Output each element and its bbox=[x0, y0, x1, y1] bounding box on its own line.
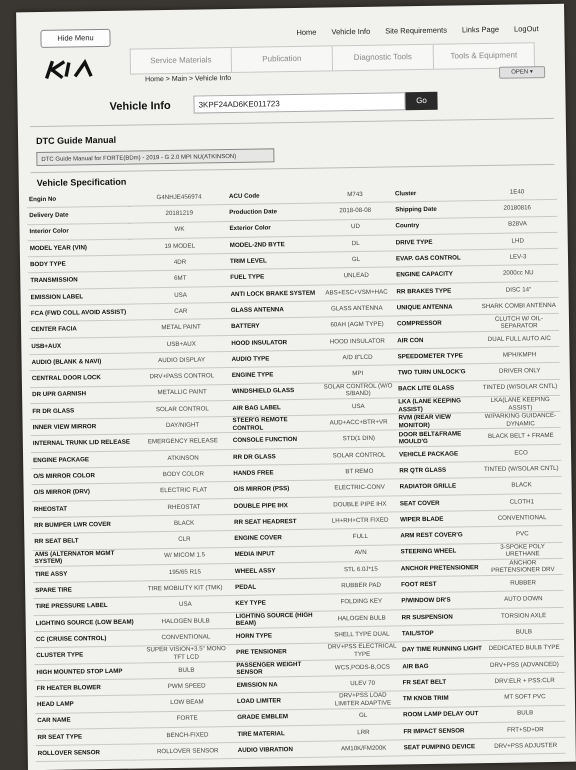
spec-value: 3-SPOKE POLY URETHANE bbox=[482, 542, 562, 560]
spec-value: TINTED (W/SOLAR CNTL) bbox=[480, 379, 560, 397]
spec-value: SUPER VISION+3.5" MONO TFT LCD bbox=[138, 645, 234, 663]
spec-value: BODY COLOR bbox=[135, 466, 231, 484]
spec-label: WINDSHIELD GLASS bbox=[230, 383, 320, 401]
spec-value: AM10K/FM200K bbox=[326, 740, 402, 757]
spec-label: TIRE MATERIAL bbox=[235, 725, 325, 743]
spec-label: O/S MIRROR (PSS) bbox=[231, 480, 321, 498]
spec-value: M743 bbox=[317, 186, 393, 203]
spec-label: FUEL TYPE bbox=[228, 269, 318, 287]
spec-label: AIR CON bbox=[395, 331, 479, 349]
spec-value: AUD+ACC+BTR+VR bbox=[320, 414, 396, 431]
spec-value: ROLLOVER SENSOR bbox=[140, 743, 236, 761]
spec-value: EMERGENCY RELEASE bbox=[135, 433, 231, 451]
spec-label: HOOD INSULATOR bbox=[229, 334, 319, 352]
spec-value: ANCHOR PRETENSIONER DRV bbox=[483, 558, 563, 576]
spec-label: ANCHOR PRETENSIONER bbox=[399, 559, 483, 577]
spec-value: 4DR bbox=[132, 254, 228, 272]
spec-value: LOW BEAM bbox=[139, 694, 235, 712]
spec-label: DOOR BELT&FRAME MOULD'G bbox=[397, 429, 481, 447]
spec-label: RR QTR GLASS bbox=[397, 462, 481, 480]
spec-label: Production Date bbox=[227, 203, 317, 221]
spec-label: ANTI LOCK BRAKE SYSTEM bbox=[228, 285, 318, 303]
spec-label: WIPER BLADE bbox=[398, 511, 482, 529]
vin-input[interactable]: 3KPF24AD6KE011723 bbox=[193, 92, 405, 113]
spec-value: WK bbox=[131, 221, 227, 239]
spec-label: RR DR GLASS bbox=[231, 448, 321, 466]
spec-label: AIR BAG bbox=[400, 657, 484, 675]
spec-value: LEV-3 bbox=[478, 249, 558, 267]
link-links-page[interactable]: Links Page bbox=[461, 24, 500, 35]
spec-label: RVM (REAR VIEW MONITOR) bbox=[396, 413, 480, 431]
spec-value: DRV+PSS ELECTRICAL TYPE bbox=[324, 642, 400, 659]
dtc-guide-select[interactable]: DTC Guide Manual for FORTE(BDm) - 2019 - G 2.0 MPI NU(ATKINSON) bbox=[36, 148, 274, 166]
spec-value: 60AH (AGM TYPE) bbox=[319, 316, 395, 333]
spec-value: STL 6.0J*15 bbox=[323, 561, 399, 578]
spec-label: CAR NAME bbox=[35, 712, 139, 730]
spec-label: HIGH MOUNTED STOP LAMP bbox=[34, 663, 138, 681]
vehicle-spec-label: Vehicle Specification bbox=[36, 176, 127, 189]
spec-value: USA bbox=[137, 596, 233, 614]
spec-label: SPARE TIRE bbox=[33, 581, 137, 599]
link-home[interactable]: Home bbox=[296, 27, 317, 37]
tab-service-materials[interactable]: Service Materials bbox=[130, 47, 231, 75]
spec-value: SOLAR CONTROL bbox=[134, 400, 230, 418]
spec-value: AUTO DOWN bbox=[483, 591, 563, 609]
spec-value: METALLIC PAINT bbox=[134, 384, 230, 402]
spec-label: DAY TIME RUNNING LIGHT bbox=[400, 641, 484, 659]
spec-value: A/D 8"LCD bbox=[319, 349, 395, 366]
spec-label: PEDAL bbox=[233, 578, 323, 596]
spec-value: FORTE bbox=[139, 710, 235, 728]
spec-value: LHD bbox=[478, 232, 558, 250]
spec-value: W/PARKING GUIDANCE-DYNAMIC bbox=[480, 412, 560, 430]
spec-value: FOLDING KEY bbox=[323, 593, 399, 610]
spec-label: LIGHTING SOURCE (LOW BEAM) bbox=[34, 614, 138, 632]
spec-label: CONSOLE FUNCTION bbox=[231, 432, 321, 450]
spec-label: LKA (LANE KEEPING ASSIST) bbox=[396, 396, 480, 414]
spec-label: AIR BAG LABEL bbox=[230, 399, 320, 417]
spec-label: O/S MIRROR (DRV) bbox=[32, 483, 136, 501]
vehicle-info-label: Vehicle Info bbox=[109, 99, 171, 113]
spec-label: LOAD LIMITER bbox=[235, 692, 325, 710]
spec-label: FR DR GLASS bbox=[30, 402, 134, 420]
spec-value: BLACK bbox=[481, 477, 561, 495]
spec-label: RR SEAT HEADREST bbox=[232, 513, 322, 531]
spec-value: 20180816 bbox=[477, 200, 557, 218]
kia-logo bbox=[43, 59, 107, 80]
spec-label: Delivery Date bbox=[27, 206, 131, 224]
spec-value: ELECTRIC FLAT bbox=[135, 482, 231, 500]
spec-value: AVN bbox=[322, 544, 398, 561]
spec-label: RR SEAT TYPE bbox=[35, 728, 139, 746]
spec-label: HEAD LAMP bbox=[35, 695, 139, 713]
spec-label: STEER'G REMOTE CONTROL bbox=[230, 415, 320, 433]
spec-value: HALOGEN BULB bbox=[138, 612, 234, 630]
spec-value: DUAL FULL AUTO A/C bbox=[479, 330, 559, 348]
spec-label: RADIATOR GRILLE bbox=[397, 478, 481, 496]
link-logout[interactable]: LogOut bbox=[513, 24, 539, 34]
spec-label: CC (CRUISE CONTROL) bbox=[34, 630, 138, 648]
spec-label: TIRE ASSY bbox=[33, 565, 137, 583]
spec-value: DRV+PSS LOAD LIMITER ADAPTIVE bbox=[325, 691, 401, 708]
spec-label: RR SUSPENSION bbox=[400, 608, 484, 626]
spec-value: SOLAR CONTROL bbox=[321, 447, 397, 464]
spec-value: ABS+ESC+VSM+HAC bbox=[318, 284, 394, 301]
spec-value: USB+AUX bbox=[133, 335, 229, 353]
spec-label: FOOT REST bbox=[399, 576, 483, 594]
spec-value: BLACK bbox=[136, 514, 232, 532]
top-links bbox=[296, 24, 538, 37]
spec-label: LIGHTING SOURCE (HIGH BEAM) bbox=[234, 611, 324, 629]
spec-label: TAIL/STOP bbox=[400, 625, 484, 643]
spec-label: AMS (ALTERNATOR MGMT SYSTEM) bbox=[33, 549, 137, 567]
spec-value: DISC 14" bbox=[478, 281, 558, 299]
spec-label: P/WINDOW DR'S bbox=[399, 592, 483, 610]
spec-label: BATTERY bbox=[229, 318, 319, 336]
spec-label: FR SEAT BELT bbox=[401, 673, 485, 691]
spec-label: EVAP. GAS CONTROL bbox=[394, 250, 478, 268]
spec-value: DRV+PSS (ADVANCED) bbox=[484, 656, 564, 674]
spec-label: GLASS ANTENNA bbox=[229, 301, 319, 319]
divider bbox=[30, 118, 554, 127]
spec-label: CLUSTER TYPE bbox=[34, 646, 138, 664]
spec-value: BT REMO bbox=[321, 463, 397, 480]
spec-label: EMISSION LABEL bbox=[28, 288, 132, 306]
spec-value: ECO bbox=[481, 444, 561, 462]
document-sheet bbox=[16, 4, 576, 770]
spec-label: COMPRESSOR bbox=[395, 315, 479, 333]
spec-value: 1E40 bbox=[477, 184, 557, 201]
spec-label: USB+AUX bbox=[29, 337, 133, 355]
spec-value: BULB bbox=[138, 661, 234, 679]
spec-label: FCA (FWD COLL AVOID ASSIST) bbox=[29, 304, 133, 322]
spec-value: DRV+PSS ADJUSTER bbox=[486, 737, 566, 755]
spec-value: LKA(LANE KEEPING ASSIST) bbox=[480, 395, 560, 413]
spec-value: GL bbox=[318, 251, 394, 268]
spec-label: WHEEL ASSY bbox=[233, 562, 323, 580]
spec-label: Country bbox=[393, 217, 477, 235]
spec-value: UNLEAD bbox=[318, 267, 394, 284]
spec-label: FR HEATER BLOWER bbox=[35, 679, 139, 697]
spec-value: LH+RH+CTR FIXED bbox=[322, 512, 398, 529]
spec-label: VEHICLE PACKAGE bbox=[397, 445, 481, 463]
spec-label: SEAT PUMPING DEVICE bbox=[402, 739, 486, 757]
spec-label: AUDIO (BLANK & NAVI) bbox=[29, 353, 133, 371]
spec-label: HORN TYPE bbox=[234, 627, 324, 645]
spec-label: MODEL-2ND BYTE bbox=[228, 236, 318, 254]
spec-value: TINTED (W/SOLAR CNTL) bbox=[481, 460, 561, 478]
link-site-requirements[interactable]: Site Requirements bbox=[385, 25, 447, 36]
spec-value: FRT+SD+DR bbox=[485, 721, 565, 739]
spec-label: PRE TENSIONER bbox=[234, 643, 324, 661]
spec-value: SHELL TYPE DUAL bbox=[324, 626, 400, 643]
spec-label: ENGINE CAPACITY bbox=[394, 266, 478, 284]
spec-value: 2018-08-08 bbox=[317, 202, 393, 219]
spec-label: TRANSMISSION bbox=[28, 272, 132, 290]
spec-label: HANDS FREE bbox=[231, 464, 321, 482]
spec-value: STD(1 DIN) bbox=[321, 430, 397, 447]
spec-label: ENGINE PACKAGE bbox=[31, 451, 135, 469]
breadcrumb: Home > Main > Vehicle Info bbox=[145, 74, 232, 84]
spec-value: MPH/KMPH bbox=[479, 346, 559, 364]
spec-value: G4NHJE456974 bbox=[131, 189, 227, 206]
spec-value: FULL bbox=[322, 528, 398, 545]
open-button[interactable]: OPEN ▾ bbox=[499, 66, 545, 79]
spec-label: INNER VIEW MIRROR bbox=[30, 418, 134, 436]
spec-value: ATKINSON bbox=[135, 449, 231, 467]
spec-value: SOLAR CONTROL (W/O S/BAND) bbox=[320, 381, 396, 398]
divider bbox=[31, 164, 555, 173]
spec-label: SPEEDOMETER TYPE bbox=[395, 348, 479, 366]
spec-label: DRIVE TYPE bbox=[394, 234, 478, 252]
spec-value: MPI bbox=[320, 365, 396, 382]
tab-publication[interactable]: Publication bbox=[231, 45, 332, 73]
spec-label: TM KNOB TRIM bbox=[401, 690, 485, 708]
spec-label: PASSENGER WEIGHT SENSOR bbox=[234, 660, 324, 678]
spec-value: USA bbox=[320, 398, 396, 415]
spec-value: 19 MODEL bbox=[132, 237, 228, 255]
spec-label: ENGINE COVER bbox=[232, 529, 322, 547]
spec-value: 2000cc NU bbox=[478, 265, 558, 283]
spec-value: HALOGEN BULB bbox=[324, 610, 400, 627]
spec-value: RUBBER PAD bbox=[323, 577, 399, 594]
link-vehicle-info[interactable]: Vehicle Info bbox=[331, 26, 371, 37]
spec-label: RHEOSTAT bbox=[32, 500, 136, 518]
spec-label: ARM REST COVER'G bbox=[398, 527, 482, 545]
spec-value: LRR bbox=[325, 724, 401, 741]
spec-value: 195/65 R15 bbox=[137, 563, 233, 581]
spec-value: PVC bbox=[482, 526, 562, 544]
spec-label: Engin No bbox=[27, 191, 131, 208]
spec-value: HOOD INSULATOR bbox=[319, 333, 395, 350]
vehicle-spec-table bbox=[27, 184, 566, 763]
spec-label: UNIQUE ANTENNA bbox=[395, 299, 479, 317]
spec-label: TIRE PRESSURE LABEL bbox=[33, 597, 137, 615]
spec-value: CONVENTIONAL bbox=[138, 629, 234, 647]
hide-menu-button[interactable]: Hide Menu bbox=[40, 29, 110, 48]
spec-label: AUDIO TYPE bbox=[229, 350, 319, 368]
spec-label: RR BUMPER LWR COVER bbox=[32, 516, 136, 534]
spec-label: ACU Code bbox=[227, 188, 317, 205]
spec-value: CONVENTIONAL bbox=[482, 509, 562, 527]
spec-label: ROLLOVER SENSOR bbox=[36, 744, 140, 762]
spec-label: O/S MIRROR COLOR bbox=[31, 467, 135, 485]
spec-label: Exterior Color bbox=[227, 220, 317, 238]
spec-label: ENGINE TYPE bbox=[230, 366, 320, 384]
spec-value: SHARK COMBI ANTENNA bbox=[479, 297, 559, 315]
spec-label: Shipping Date bbox=[393, 201, 477, 219]
spec-label: BODY TYPE bbox=[28, 255, 132, 273]
dtc-guide-label: DTC Guide Manual bbox=[36, 134, 117, 147]
spec-value: RUBBER bbox=[483, 574, 563, 592]
spec-value: 20181219 bbox=[131, 205, 227, 223]
nav-tabs bbox=[130, 42, 535, 74]
tab-diagnostic-tools[interactable]: Diagnostic Tools bbox=[332, 44, 433, 72]
spec-value: ELECTRIC-CONV bbox=[321, 479, 397, 496]
spec-label: EMISSION NA bbox=[235, 676, 325, 694]
spec-value: GL bbox=[325, 707, 401, 724]
spec-value: DRV:ELR + PSS:CLR bbox=[485, 672, 565, 690]
tab-tools-equipment[interactable]: Tools & Equipment bbox=[433, 42, 535, 70]
spec-value: DAY/NIGHT bbox=[134, 417, 230, 435]
spec-value: PWM SPEED bbox=[139, 677, 235, 695]
spec-value: AUDIO DISPLAY bbox=[133, 352, 229, 370]
spec-value: ULEV 70 bbox=[325, 675, 401, 692]
spec-value: W/ MICOM 1.5 bbox=[137, 547, 233, 565]
spec-label: Cluster bbox=[393, 185, 477, 202]
spec-label: DOUBLE PIPE IHX bbox=[232, 497, 322, 515]
spec-label: ROOM LAMP DELAY OUT bbox=[401, 706, 485, 724]
spec-label: MODEL YEAR (VIN) bbox=[28, 239, 132, 257]
spec-value: UD bbox=[317, 219, 393, 236]
spec-value: DRIVER ONLY bbox=[480, 363, 560, 381]
spec-label: KEY TYPE bbox=[233, 595, 323, 613]
spec-value: TORSION AXLE bbox=[483, 607, 563, 625]
spec-value: CLUTCH W/ OIL-SEPARATOR bbox=[479, 314, 559, 332]
spec-value: BULB bbox=[485, 705, 565, 723]
spec-label: TRIM LEVEL bbox=[228, 252, 318, 270]
spec-label: CENTRAL DOOR LOCK bbox=[30, 369, 134, 387]
spec-value: MT SOFT PVC bbox=[485, 689, 565, 707]
spec-label: AUDIO VIBRATION bbox=[236, 741, 326, 759]
spec-label: SEAT COVER bbox=[398, 494, 482, 512]
spec-value: DEDICATED BULB TYPE bbox=[484, 640, 564, 658]
spec-value: BENCH-FIXED bbox=[139, 726, 235, 744]
spec-value: 6MT bbox=[132, 270, 228, 288]
spec-value: BLACK BELT + FRAME bbox=[481, 428, 561, 446]
spec-label: RR BRAKES TYPE bbox=[394, 282, 478, 300]
spec-value: GLASS ANTENNA bbox=[319, 300, 395, 317]
spec-label: MEDIA INPUT bbox=[233, 546, 323, 564]
spec-value: DOUBLE PIPE IHX bbox=[322, 496, 398, 513]
spec-value: CLR bbox=[136, 531, 232, 549]
go-button[interactable]: Go bbox=[405, 92, 437, 111]
spec-value: DL bbox=[318, 235, 394, 252]
spec-value: TIRE MOBILITY KIT (TMK) bbox=[137, 580, 233, 598]
spec-value: BULB bbox=[484, 623, 564, 641]
spec-label: INTERNAL TRUNK LID RELEASE bbox=[31, 434, 135, 452]
spec-value: RHEOSTAT bbox=[136, 498, 232, 516]
spec-value: WCS,PODS-B,OCS bbox=[324, 659, 400, 676]
spec-label: BACK LITE GLASS bbox=[396, 380, 480, 398]
spec-value: CLOTH1 bbox=[482, 493, 562, 511]
spec-label: RR SEAT BELT bbox=[32, 532, 136, 550]
spec-label: Interior Color bbox=[27, 223, 131, 241]
spec-value: METAL PAINT bbox=[133, 319, 229, 337]
spec-label: FR IMPACT SENSOR bbox=[401, 722, 485, 740]
spec-label: GRADE EMBLEM bbox=[235, 709, 325, 727]
spec-label: STEERING WHEEL bbox=[398, 543, 482, 561]
spec-label: CENTER FACIA bbox=[29, 320, 133, 338]
spec-label: DR UPR GARNISH bbox=[30, 386, 134, 404]
spec-value: DRV+PASS CONTROL bbox=[134, 368, 230, 386]
spec-value: USA bbox=[132, 286, 228, 304]
spec-value: B28VA bbox=[477, 216, 557, 234]
spec-value: CAR bbox=[133, 303, 229, 321]
spec-label: TWO TURN UNLOCK'G bbox=[396, 364, 480, 382]
